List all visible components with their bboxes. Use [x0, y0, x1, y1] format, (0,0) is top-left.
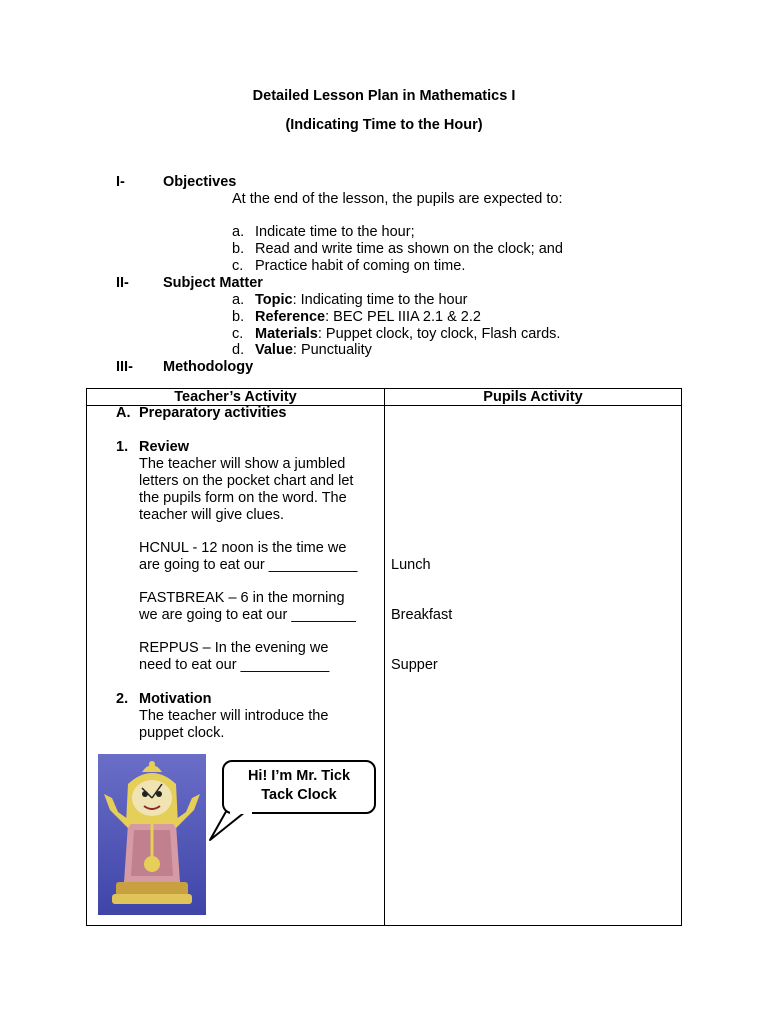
- column-header-pupils: Pupils Activity: [483, 389, 583, 405]
- speech-bubble-text: [222, 767, 376, 805]
- column-header-teacher: Teacher’s Activity: [174, 389, 297, 405]
- review-text-line: The teacher will show a jumbled: [139, 456, 346, 472]
- objective-text: Indicate time to the hour;: [255, 224, 415, 240]
- objective-letter: a.: [232, 224, 245, 240]
- speech-bubble-line: Hi! I’m Mr. Tick: [247, 768, 351, 784]
- subject-letter: b.: [232, 309, 245, 325]
- section-heading-objectives: Objectives: [163, 174, 237, 190]
- subject-item-topic: [255, 292, 468, 309]
- subject-item-value: [255, 342, 372, 359]
- subject-value: : Indicating time to the hour: [292, 292, 468, 308]
- motivation-heading: Motivation: [139, 691, 212, 707]
- pupil-answer: Supper: [391, 657, 438, 673]
- subject-letter: a.: [232, 292, 245, 308]
- subject-value: : Puppet clock, toy clock, Flash cards.: [317, 326, 561, 342]
- objectives-intro: At the end of the lesson, the pupils are expected to:: [232, 191, 563, 207]
- subject-value: : BEC PEL IIIA 2.1 & 2.2: [325, 309, 481, 325]
- document-subtitle: (Indicating Time to the Hour): [285, 117, 483, 133]
- subject-label: Materials: [255, 326, 318, 342]
- speech-bubble-patch: [230, 808, 252, 814]
- section-heading-subject-matter: Subject Matter: [163, 275, 263, 291]
- objective-letter: b.: [232, 241, 245, 257]
- pupil-answer: Breakfast: [391, 607, 453, 623]
- section-heading-methodology: Methodology: [163, 359, 254, 375]
- subject-value: : Punctuality: [292, 342, 372, 358]
- review-text-line: letters on the pocket chart and let: [139, 473, 354, 489]
- subject-item-reference: [255, 309, 481, 326]
- clue-line: HCNUL - 12 noon is the time we: [139, 540, 347, 556]
- objective-text: Read and write time as shown on the clock; and: [255, 241, 563, 257]
- review-heading: Review: [139, 439, 189, 455]
- prep-letter: A.: [116, 405, 131, 421]
- section-number-methodology: III-: [116, 359, 133, 375]
- clue-line: we are going to eat our ________: [139, 607, 356, 623]
- objective-letter: c.: [232, 258, 244, 274]
- clue-line: are going to eat our ___________: [139, 557, 358, 573]
- document-title: Detailed Lesson Plan in Mathematics I: [252, 88, 516, 104]
- review-text-line: the pupils form on the word. The: [139, 490, 347, 506]
- subject-letter: c.: [232, 326, 244, 342]
- subject-label: Value: [255, 342, 293, 358]
- clue-line: FASTBREAK – 6 in the morning: [139, 590, 345, 606]
- puppet-clock-image: [98, 754, 206, 915]
- clue-line: REPPUS – In the evening we: [139, 640, 329, 656]
- column-divider: [384, 389, 385, 925]
- prep-heading: Preparatory activities: [139, 405, 287, 421]
- objective-text: Practice habit of coming on time.: [255, 258, 466, 274]
- subject-label: Reference: [255, 309, 326, 325]
- speech-bubble-line: Tack Clock: [261, 787, 337, 803]
- review-number: 1.: [116, 439, 129, 455]
- pupil-answer: Lunch: [391, 557, 431, 573]
- subject-label: Topic: [255, 292, 293, 308]
- review-text-line: teacher will give clues.: [139, 507, 285, 523]
- subject-letter: d.: [232, 342, 245, 358]
- motivation-number: 2.: [116, 691, 129, 707]
- subject-item-materials: [255, 326, 560, 343]
- clue-line: need to eat our ___________: [139, 657, 330, 673]
- section-number-subject-matter: II-: [116, 275, 129, 291]
- motivation-text-line: The teacher will introduce the: [139, 708, 329, 724]
- motivation-text-line: puppet clock.: [139, 725, 225, 741]
- section-number-objectives: I-: [116, 174, 125, 190]
